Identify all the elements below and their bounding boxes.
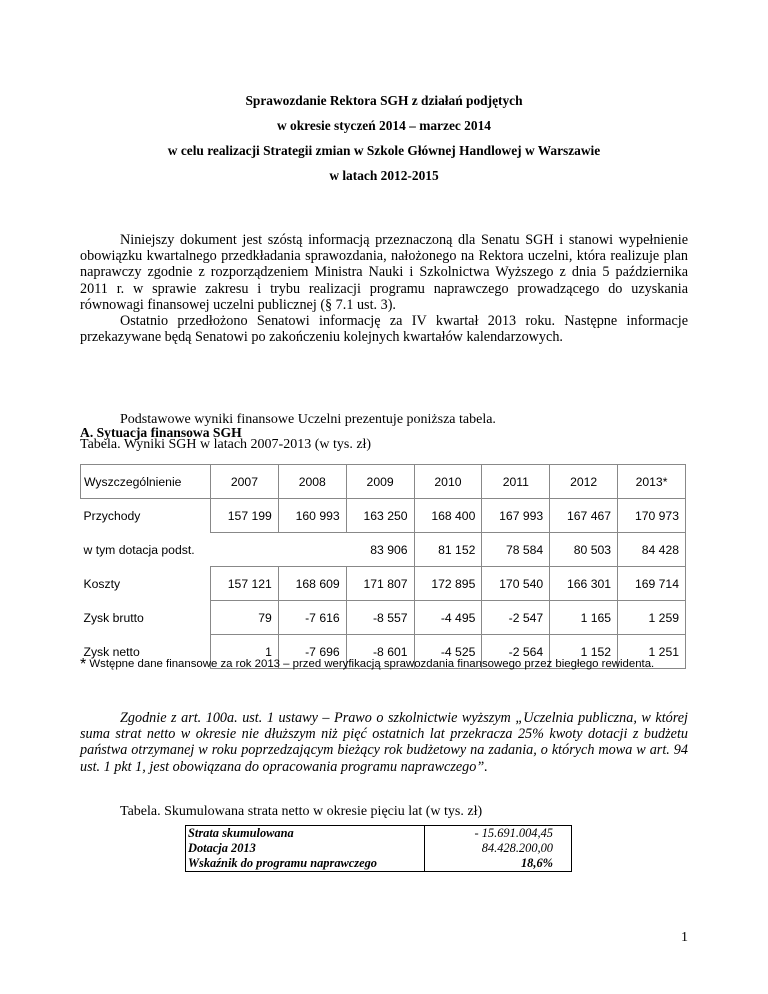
table-cell: 84 428 — [618, 533, 686, 567]
table-cell: -7 616 — [278, 601, 346, 635]
results-table — [80, 464, 686, 669]
table-cell: 172 895 — [414, 567, 482, 601]
table-cell: 83 906 — [370, 542, 408, 557]
table-cell: 81 152 — [414, 533, 482, 567]
table-cell: 168 400 — [414, 499, 482, 533]
table-cell: -2 564 — [482, 635, 550, 669]
row-label: Wskaźnik do programu naprawczego — [186, 856, 425, 872]
row-label: Zysk brutto — [83, 610, 144, 625]
row-label: Strata skumulowana — [186, 826, 425, 842]
table-row — [81, 533, 686, 567]
results-table-caption: Tabela. Wyniki SGH w latach 2007-2013 (w tys. zł) — [80, 437, 372, 452]
header-cell: 2012 — [550, 465, 618, 499]
row-label: w tym dotacja podst. — [83, 542, 195, 557]
row-label: Przychody — [83, 508, 141, 523]
row-label: Zysk netto — [83, 644, 140, 659]
table-cell: 78 584 — [482, 533, 550, 567]
section-a-lead: Podstawowe wyniki finansowe Uczelni prezentuje poniższa tabela. — [120, 412, 496, 427]
loss-table — [185, 825, 572, 872]
table-cell — [278, 533, 346, 567]
table-cell: 157 121 — [211, 567, 279, 601]
row-label: Koszty — [83, 576, 121, 591]
table-cell: 170 973 — [618, 499, 686, 533]
table-cell: 168 609 — [278, 567, 346, 601]
table-cell: 167 993 — [482, 499, 550, 533]
table-cell: 1 152 — [550, 635, 618, 669]
table-cell: 170 540 — [482, 567, 550, 601]
loss-table-caption: Tabela. Skumulowana strata netto w okresie pięciu lat (w tys. zł) — [120, 804, 483, 819]
table-cell: - 15.691.004,45 — [425, 826, 572, 842]
table-row — [81, 499, 686, 533]
table-cell: 157 199 — [211, 499, 279, 533]
page-number: 1 — [681, 930, 688, 945]
results-table-header — [81, 465, 686, 499]
header-cell: Wyszczególnienie — [81, 465, 211, 499]
table-cell: 171 807 — [346, 567, 414, 601]
header-cell: 2013* — [618, 465, 686, 499]
table-cell: -4 525 — [414, 635, 482, 669]
table-cell: 160 993 — [278, 499, 346, 533]
header-cell: 2009 — [346, 465, 414, 499]
table-cell: 166 301 — [550, 567, 618, 601]
header-cell: 2011 — [482, 465, 550, 499]
title-line-2: w okresie styczeń 2014 – marzec 2014 — [277, 118, 491, 133]
footnote-text: Wstępne dane finansowe za rok 2013 – przed weryfikacją sprawozdania finansowego przez biegłego rewidenta. — [89, 658, 655, 670]
table-cell: 169 714 — [618, 567, 686, 601]
table-cell: -2 547 — [482, 601, 550, 635]
table-row — [81, 567, 686, 601]
table-cell: 1 — [211, 635, 279, 669]
table-cell: 167 467 — [550, 499, 618, 533]
section-a-heading: A. Sytuacja finansowa SGH — [80, 425, 242, 440]
intro-paragraph-1: Niniejszy dokument jest szóstą informacją przeznaczoną dla Senatu SGH i stanowi wypełnienie obowiązku kwartalnego przedkładania sprawozdania, nałożonego na Rektora uczelni, która realizuje plan naprawczy zgodnie z rozporządzeniem Ministra Nauki i Szkolnictwa Wyższego z dnia 5 października 2011 r. w sprawie zakresu i trybu realizacji programu naprawczego prowadzącego do uzyskania równowagi finansowej uczelni publicznej (§ 7.1 ust. 3). — [80, 232, 688, 313]
table-cell: -8 601 — [346, 635, 414, 669]
table-row — [186, 856, 572, 872]
header-cell: 2010 — [414, 465, 482, 499]
table-row — [186, 826, 572, 842]
document-title — [80, 92, 688, 192]
table-cell: -7 696 — [278, 635, 346, 669]
row-label: Dotacja 2013 — [186, 841, 425, 856]
table-cell: 1 165 — [550, 601, 618, 635]
table-footnote — [80, 656, 654, 674]
table-cell: 18,6% — [425, 856, 572, 872]
table-row — [81, 601, 686, 635]
table-row — [186, 841, 572, 856]
title-line-1: Sprawozdanie Rektora SGH z działań podjętych — [245, 93, 523, 108]
table-cell: 1 259 — [618, 601, 686, 635]
table-cell: -8 557 — [346, 601, 414, 635]
title-line-3: w celu realizacji Strategii zmian w Szkole Głównej Handlowej w Warszawie — [167, 143, 601, 158]
header-cell: 2007 — [211, 465, 279, 499]
legal-quote: Zgodnie z art. 100a. ust. 1 ustawy – Prawo o szkolnictwie wyższym „Uczelnia publiczna, w której suma strat netto w okresie nie dłuższym niż pięć ostatnich lat przekracza 25% kwoty dotacji z budżetu państwa otrzymanej w roku poprzedzającym bieżący rok budżetowy na zadania, o których mowa w art. 94 ust. 1 pkt 1, jest obowiązana do opracowania programu naprawczego”. — [80, 710, 688, 775]
table-cell: 84.428.200,00 — [425, 841, 572, 856]
table-cell: 80 503 — [550, 533, 618, 567]
title-line-4: w latach 2012-2015 — [329, 168, 439, 183]
header-cell: 2008 — [278, 465, 346, 499]
table-cell: 79 — [211, 601, 279, 635]
table-cell: 163 250 — [346, 499, 414, 533]
intro-paragraph-2: Ostatnio przedłożono Senatowi informację za IV kwartał 2013 roku. Następne informacje przekazywane będą Senatowi po zakończeniu kolejnych kwartałów kalendarzowych. — [80, 313, 688, 346]
table-cell: -4 495 — [414, 601, 482, 635]
footnote-marker: * — [80, 656, 87, 673]
table-cell: 1 251 — [618, 635, 686, 669]
